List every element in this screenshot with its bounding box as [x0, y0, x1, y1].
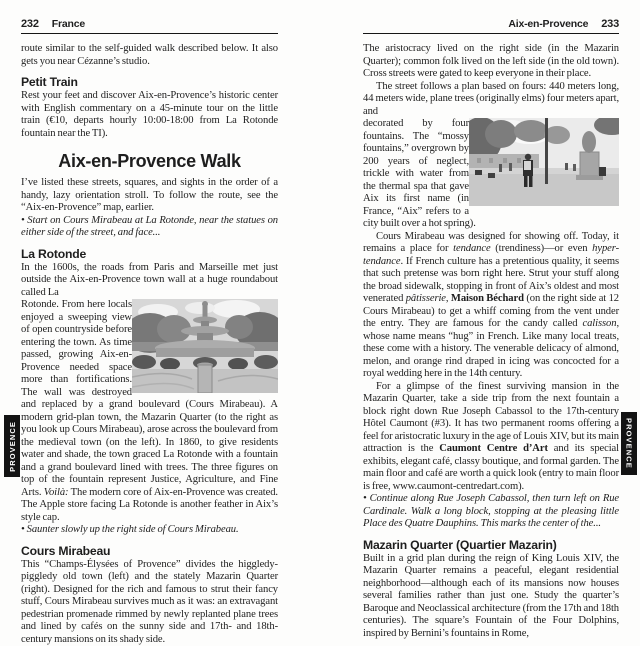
intro-continuation-para: route similar to the self-guided walk described below. It also gets you near Cézanne’s studio.: [21, 43, 278, 68]
petit-train-para: Rest your feet and discover Aix-en-Provence’s historic center with English commentary on a 45-minute tour on the little train (€10, departs hourly 10:00-18:00 from La Rotonde fountain near the TI).: [21, 90, 278, 140]
walk-title: Aix-en-Provence Walk: [21, 151, 278, 172]
fours-para-body: decorated by four fountains. The “mossy fountains,” overgrown by 200 years of neglect, trickle with water from the thermal spa that gave Aix its first name (in France, “Aix” refers to a city built over a hot spring).: [363, 118, 619, 231]
fours-para-lead: The street follows a plan based on fours: 440 meters long, 44 meters wide, plane trees (originally elms) four meters apart, and: [363, 81, 619, 119]
mazarin-quarter-para: Built in a grid plan during the reign of King Louis XIV, the Mazarin Quarter remains a peaceful, elegant residential neighborhood—although each of its mansions now houses several families rather than just one. Study the quarter’s Baroque and Neoclassical architecture (from the 17th and 18th centuries). The square’s Fountain of the Four Dolphins, inspired by Bernini’s fountains in Rome,: [363, 553, 619, 641]
walk-direction-note: • Start on Cours Mirabeau at La Rotonde, near the statues on either side of the street, and face...: [21, 215, 278, 240]
provence-tab-right: [621, 412, 637, 475]
la-rotonde-para-lead: In the 1600s, the roads from Paris and Marseille met just outside the Aix-en-Provence town wall at a huge roundabout called La: [21, 262, 278, 300]
walk-intro-para: I’ve listed these streets, squares, and sights in the order of a handy, lazy orientation stroll. To follow the route, see the “Aix-en-Provence” map, earlier.: [21, 177, 278, 215]
provence-tab-right-label: PROVENCE: [625, 418, 634, 469]
la-rotonde-fountain-photo: [132, 299, 278, 393]
right-page-number: 233: [601, 18, 619, 30]
showing-off-para: Cours Mirabeau was designed for showing off. Today, it remains a place for tendance (trendiness)—or even hyper-tendance. If French culture has a pretentious quality, it seems that such pretense was born right here. Strut your stuff along the broad sidewalk, stopping in front of Aix’s oldest and most venerated pâtisserie, Maison Béchard (on the right side at 12 Cours Mirabeau) to get a whiff coming from the vent under the entry. They are famous for the candy called calisson, whose name means “hug” in French. Like many local treats, these come with a history. The venerable delicacy of almond, melon, and orange rind draped in icing was concocted for a royal wedding here in the 14th century.: [363, 231, 619, 381]
page-left: [21, 18, 278, 646]
left-page-number: 232: [21, 18, 39, 30]
left-running-title: France: [52, 18, 85, 30]
la-rotonde-direction-note: • Saunter slowly up the right side of Cours Mirabeau.: [21, 524, 278, 537]
street-photo-art: [469, 118, 619, 206]
cardinale-direction-note: • Continue along Rue Joseph Cabassol, then turn left on Rue Cardinale. Walk a long block, stopping at the pleasing little Place des Quatre Dauphins. This marks the center of the...: [363, 493, 619, 531]
fountain-photo-art: [132, 299, 278, 393]
right-running-title: Aix-en-Provence: [508, 18, 588, 30]
petit-train-heading: Petit Train: [21, 75, 278, 89]
mazarin-quarter-heading: Mazarin Quarter (Quartier Mazarin): [363, 538, 619, 552]
left-running-head: [21, 18, 278, 34]
la-rotonde-flow: [21, 299, 278, 537]
cours-mirabeau-flow: [363, 118, 619, 381]
provence-tab-left: [4, 415, 20, 477]
la-rotonde-para-body: Rotonde. From here locals enjoyed a sweeping view of open countryside before entering the town. As time passed, growing Aix-en-Provence needed space more than fortifications. The wall was destroyed and replaced by a grand boulevard (Cours Mirabeau). A modern grid-plan town, the Mazarin Quarter (to the right as you look up Cours Mirabeau), arose across the boulevard from the medieval town (on the left). In 1860, to give residents water and shade, the town graced La Rotonde with a fountain and a grand boulevard lined with trees. The three figures on top of the fountain represent Justice, Agriculture, and Fine Arts. Voilà: The modern core of Aix-en-Provence was created. The Apple store facing La Rotonde is another feather in Aix’s style cap.: [21, 299, 278, 524]
cours-mirabeau-para: This “Champs-Élysées of Provence” divides the higgledy-piggledy old town (left) and the stately Mazarin Quarter (right). Designed for the rich and famous to strut their fancy stuff, Cours Mirabeau survives much as it was: an extravagant pedestrian promenade rimmed by newly replanted plane trees and lined by cafés on the sunny side and 17th- and 18th-century mansions on its shady side.: [21, 559, 278, 646]
right-running-head: [363, 18, 619, 34]
la-rotonde-heading: La Rotonde: [21, 247, 278, 261]
caumont-para: For a glimpse of the finest surviving mansion in the Mazarin Quarter, take a side trip from the next fountain a block right down Rue Joseph Cabassol to the 17th-century Hôtel Caumont (#3). It has two permanent rooms offering a feel for aristocratic luxury in the age of Louis XIV, but its main attraction is the Caumont Centre d’Art and its special exhibits, elegant café, classy boutique, and formal garden. The main floor and café are worth a quick look (entry to main floor is free, www.caumont-centredart.com).: [363, 381, 619, 494]
aristocracy-para: The aristocracy lived on the right side (in the Mazarin Quarter); common folk lived on the left side (in the old town). Cross streets were gated to keep everyone in their place.: [363, 43, 619, 81]
cours-mirabeau-heading: Cours Mirabeau: [21, 544, 278, 558]
cours-mirabeau-street-photo: [469, 118, 619, 206]
page-right: [363, 18, 619, 640]
provence-tab-left-label: PROVENCE: [8, 421, 17, 472]
